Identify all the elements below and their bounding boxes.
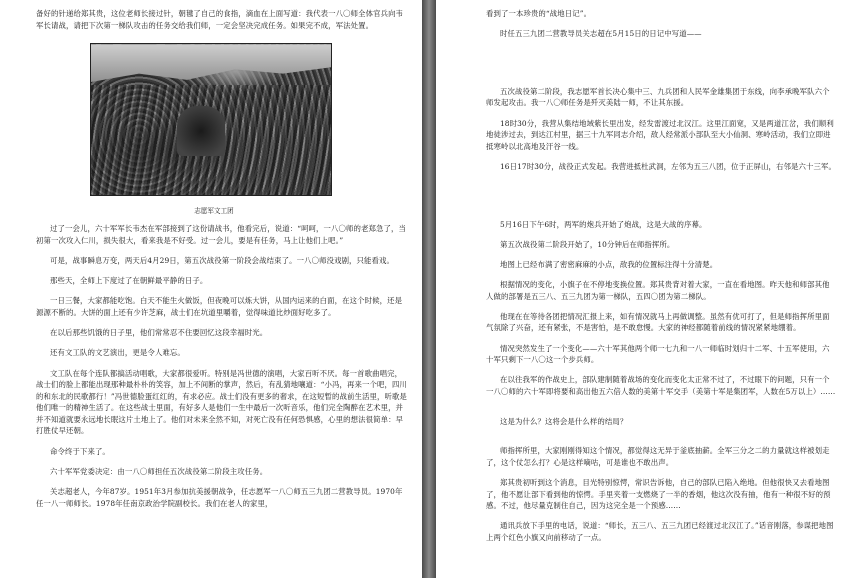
paragraph: 郑其贵初听到这个消息，目光特别惊愕，常识告诉他，自己的部队已陷入绝地。但他很快又去看地图了，他不愿让部下看到他的惊愕。手里夹着一支燃烧了一半的香烟，他这次没有抽，他有一种很不好的预感。不过，他尽量克制住自己，因为这完全是一个预感…… xyxy=(486,478,831,511)
paragraph-gap xyxy=(486,250,836,259)
book-gutter xyxy=(422,0,436,578)
paragraph: 还有文工队的文艺演出，更是令人难忘。 xyxy=(50,348,185,358)
paragraph: 第五次战役第二阶段开始了，10分钟后在师指挥所。 xyxy=(500,239,675,249)
paragraph-gap xyxy=(486,334,836,343)
photo-sky xyxy=(91,44,331,86)
paragraph-gap xyxy=(486,366,836,375)
right-top-text xyxy=(486,8,836,40)
paragraph-gap xyxy=(486,20,836,29)
left-bottom-text xyxy=(36,223,408,509)
paragraph: 在以往我军的作战史上，部队建制随着战场的变化而变化太正常不过了，不过眼下的问题，只有一个一八〇师的六十军即将要和高出他五六倍人数的美第十军交手（美第十军是集团军，人数在5万以上）…… xyxy=(486,375,836,397)
paragraph: 情况突然发生了一个变化——六十军其他两个师一七九和一八一师临时划归十二军、十五军使用，六十军只剩下一八〇这一个步兵师。 xyxy=(486,343,830,365)
paragraph: 五次战役第二阶段，我志愿军首长决心集中三、九兵团和人民军金雄集团于东线，向李承晚军队六个师发起攻击。我一八〇师任务是歼灭美陆一师，不让其东援。 xyxy=(486,86,830,108)
photo-art-troupe xyxy=(90,43,332,196)
paragraph: 那些天，全师上下度过了在朝鲜最平静的日子。 xyxy=(50,276,208,286)
paragraph-gap xyxy=(36,477,408,486)
paragraph: 在以后那些饥饿的日子里，他们常常忍不住要回忆这段幸福时光。 xyxy=(50,328,268,338)
paragraph: 通讯兵放下手里的电话，说道：“师长，五三八、五三九团已经渡过北汉江了。”话音刚落，参谋把地图上两个红色小旗又向前移动了一点。 xyxy=(486,521,834,542)
paragraph: 命令终于下来了。 xyxy=(50,446,110,456)
paragraph: 看到了一本珍贵的“战地日记”。 xyxy=(486,9,592,18)
right-page xyxy=(436,0,858,578)
blank-space xyxy=(486,40,836,86)
paragraph: 可是，战事瞬息万变，两天后4月29日，第五次战役第一阶段会战结束了。一八〇师没戏剧，只能看戏。 xyxy=(50,255,394,265)
photo-performers xyxy=(177,106,225,156)
paragraph-gap xyxy=(36,267,408,276)
paragraph-gap xyxy=(36,287,408,296)
paragraph: 师指挥所里，大家刚刚得知这个情况，都觉得这无异于釜底抽薪。全军三分之二的力量就这样被划走了，这个仗怎么打？心是这样嘀咕，可是谁也不敢出声。 xyxy=(486,446,830,467)
right-diary-text xyxy=(486,86,836,173)
paragraph-gap xyxy=(486,152,836,161)
right-bottom-text xyxy=(486,219,836,544)
paragraph: 备好的针递给郑其贵，这位老师长接过针，朝毽了自己的食指，滴血在上面写道：我代表一八〇师全体官兵向韦军长请战，请把下次第一梯队攻击的任务交给我们师，一定会坚决完成任务。如果完不成，军法处置。 xyxy=(36,9,404,30)
paragraph: 一日三餐，大家都能吃饱。白天不能生火做饭，但夜晚可以炼大饼，从国内运来的白面，在这个时候，还是源源不断的。大饼的面上还有少许芝麻，战士们在坑道里嚼着，觉得味道比炒面好吃多了。 xyxy=(36,296,403,317)
paragraph-gap xyxy=(36,319,408,328)
paragraph-gap xyxy=(36,339,408,348)
paragraph: 时任五三九团二营教导员关志超在5月15日的日记中写道—— xyxy=(500,29,702,39)
paragraph-gap xyxy=(486,302,836,311)
paragraph: 过了一会儿，六十军军长韦杰在军部接到了这份请战书，他看完后，说道：“呵呵，一八〇师的老郑急了，当初第一次攻入仁川，损失很大，看来我是不好受。过一会儿，要是有任务，马上让他们上吧。” xyxy=(36,224,406,245)
paragraph-gap xyxy=(36,359,408,368)
paragraph: 根据情况的变化，小旗子在不停地变换位置。郑其贵背对着大家，一直在看地图。昨天他和师部其他人做的部署是五三八、五三九团为第一梯队，五四〇团为第二梯队。 xyxy=(486,280,830,301)
paragraph: 关志超老人，今年87岁。1951年3月参加抗美援朝战争，任志愿军一八〇师五三九团二营教导员。1970年任一八一师师长。1978年任南京政治学院副校长。我们在老人的家里， xyxy=(36,487,403,508)
paragraph: 16日17时30分，战役正式发起。我营进抵杜武洞，左邻为五三八团，位于正屏山，右邻是六十三军。 xyxy=(500,161,836,171)
paragraph: 5月16日下午6时，两军的炮兵开始了炮战，这是大战的序幕。 xyxy=(500,219,707,229)
left-page xyxy=(0,0,422,578)
paragraph-gap xyxy=(486,398,836,416)
paragraph: 地图上已经布满了密密麻麻的小点，敌我的位置标注得十分清楚。 xyxy=(500,259,718,269)
paragraph: 他现在在等待各团把情况汇报上来，如有情况就马上再做调整。虽然有优可打了，但是师指挥所里面气氛除了兴奋，还有紧张，不是害怕，是不敢怠慢。大家的神经都随着前线的情况紧紧地绷着。 xyxy=(486,311,830,333)
paragraph-gap xyxy=(486,512,836,521)
blank-space xyxy=(486,173,836,219)
paragraph-gap xyxy=(486,109,836,118)
left-top-text xyxy=(36,8,408,31)
paragraph-gap xyxy=(486,230,836,239)
paragraph: 文工队在每个连队都搞活动唱歌，大家都很爱听。特别是冯世德的演唱，大家百听不厌。每一首歌曲唱完，战士们的脸上都能出现那种最朴朴的笑容，加上不间断的掌声，然后，有乱猜地嚷道：“小冯，再来一个吧，四川的和东北的民歌都行！”冯世德脸蛋红红的，有求必应。战士们没有更多的奢求，在这短暂的战前生活里，听歌是他们唯一的精神生活了。在这些战士里面，有好多人是他们一生中最后一次听音乐，他们完全陶醉在艺术里，并并不知道就要永远地长眠这片土地上了。他们对未来全然不知，对死亡没有任何恐惧感，心里的想法很简单：早打胜仗早还朝。 xyxy=(36,368,407,436)
paragraph: 这是为什么？这将会是什么样的结局？ xyxy=(500,416,628,426)
paragraph: 18时30分，我营从集结地域紫长里出发，经发雷渡过北汉江。这里江面宽，又是两道江岔，我们顺利地徒涉过去，到达江村里，据三十九军同志介绍，敌人经常派小部队至大小仙洞、寒岭活动，我们立即进抵寒岭以北高地及汗谷一线。 xyxy=(486,118,834,151)
paragraph-gap xyxy=(486,271,836,280)
paragraph-gap xyxy=(36,437,408,446)
photo-caption: 志愿军文工团 xyxy=(194,207,234,216)
paragraph-gap xyxy=(36,457,408,466)
paragraph-gap xyxy=(486,468,836,477)
paragraph-gap xyxy=(486,427,836,445)
paragraph: 六十军军党委决定：由一八〇师担任五次战役第二阶段主攻任务。 xyxy=(50,466,268,476)
paragraph-gap xyxy=(36,246,408,255)
